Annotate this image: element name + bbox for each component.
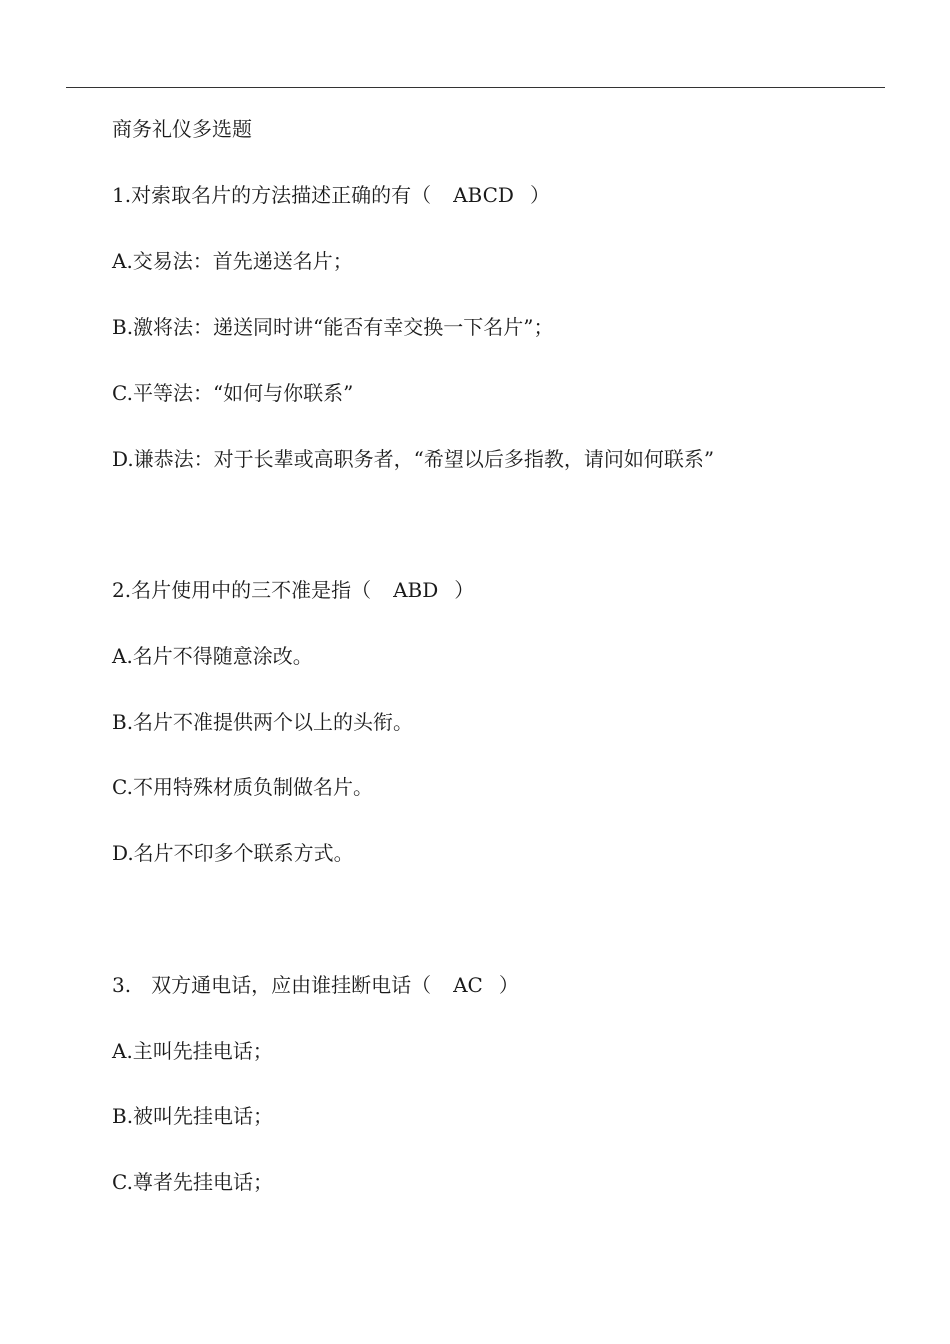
question-1-close: ） xyxy=(529,183,550,207)
header-rule xyxy=(66,87,885,88)
question-1-option-d: D.谦恭法：对于长辈或高职务者，“希望以后多指教，请问如何联系” xyxy=(112,447,715,471)
question-1-option-c: C.平等法：“如何与你联系” xyxy=(112,381,354,405)
question-1-stem xyxy=(112,182,550,208)
document-title: 商务礼仪多选题 xyxy=(112,117,252,141)
question-2-option-c: C.不用特殊材质负制做名片。 xyxy=(112,775,373,799)
question-1-text: 1.对索取名片的方法描述正确的有（ xyxy=(112,183,432,207)
question-3-answer: AC xyxy=(453,973,483,997)
question-1-answer: ABCD xyxy=(453,183,514,207)
question-2-text: 2.名片使用中的三不准是指（ xyxy=(112,578,372,602)
question-2-close: ） xyxy=(454,578,475,602)
question-3-option-c: C.尊者先挂电话； xyxy=(112,1170,273,1194)
question-3-option-a: A.主叫先挂电话； xyxy=(112,1039,273,1063)
question-3-close: ） xyxy=(498,973,519,997)
question-1-option-a: A.交易法：首先递送名片； xyxy=(112,249,353,273)
question-2-option-b: B.名片不准提供两个以上的头衔。 xyxy=(112,710,414,734)
question-1-option-b: B.激将法：递送同时讲“能否有幸交换一下名片”； xyxy=(112,315,554,339)
question-2-option-d: D.名片不印多个联系方式。 xyxy=(112,841,354,865)
question-3-option-b: B.被叫先挂电话； xyxy=(112,1104,274,1128)
question-3-stem xyxy=(112,972,519,998)
question-2-option-a: A.名片不得随意涂改。 xyxy=(112,644,313,668)
question-3-text: 3. 双方通电话，应由谁挂断电话（ xyxy=(112,973,432,997)
question-2-answer: ABD xyxy=(393,578,439,602)
question-2-stem xyxy=(112,577,474,603)
